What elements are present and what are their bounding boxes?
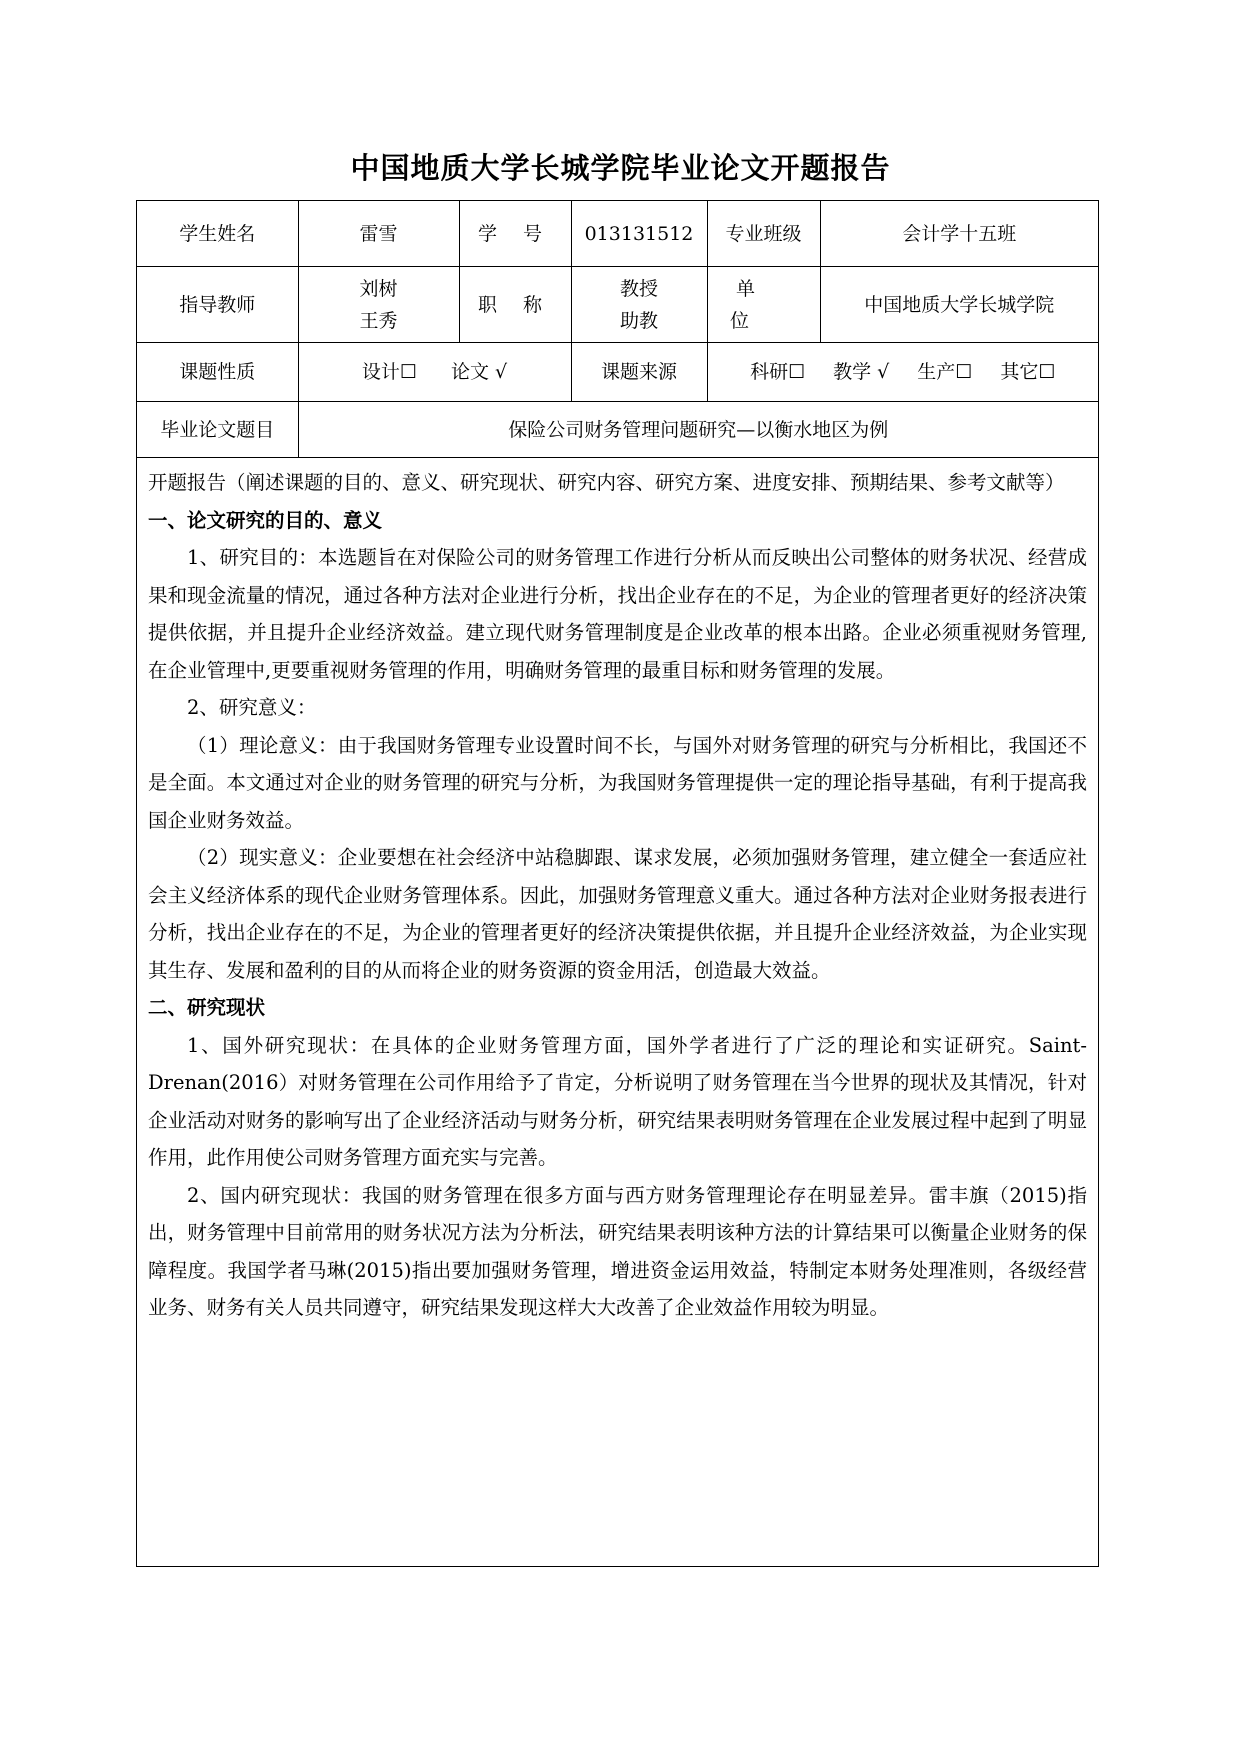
- topic-label: 毕业论文题目: [137, 402, 298, 458]
- paragraph: 2、研究意义：: [187, 696, 317, 719]
- source-research-checkbox[interactable]: 科研☐: [750, 361, 806, 383]
- student-id-value: 013131512: [571, 201, 707, 267]
- report-body: [137, 458, 1098, 1327]
- paragraph: （2）现实意义：企业要想在社会经济中站稳脚跟、谋求发展，必须加强财务管理，建立健全一套适应社会主义经济体系的现代企业财务管理体系。因此，加强财务管理意义重大。通过各种方法对企业财务报表进行分析，找出企业存在的不足，为企业的管理者更好的经济决策提供依据，并且提升企业经济效益，为企业实现其生存、发展和盈利的目的从而将企业的财务资源的资金用活，创造最大效益。: [148, 846, 1087, 982]
- source-production-checkbox[interactable]: 生产☐: [917, 361, 973, 383]
- section-heading-1: 一、论文研究的目的、意义: [148, 508, 383, 532]
- nature-thesis-checkbox[interactable]: 论文 √: [450, 361, 508, 383]
- rank-2: 助教: [619, 309, 658, 332]
- advisor-label: 指导教师: [137, 267, 298, 343]
- rank-label: 职 称: [459, 267, 571, 343]
- section-heading-2: 二、研究现状: [148, 996, 266, 1019]
- paragraph: 1、国外研究现状：在具体的企业财务管理方面，国外学者进行了广泛的理论和实证研究。Saint-Drenan(2016）对财务管理在公司作用给予了肯定，分析说明了财务管理在当今世界的现状及其情况，针对企业活动对财务的影响写出了企业经济活动与财务分析，研究结果表明财务管理在企业发展过程中起到了明显作用，此作用使公司财务管理方面充实与完善。: [148, 1033, 1087, 1169]
- unit-value: 中国地质大学长城学院: [820, 267, 1098, 343]
- rank-1: 教授: [619, 277, 658, 300]
- info-table: [137, 201, 1098, 458]
- source-options: [707, 343, 1098, 402]
- proposal-form: [136, 200, 1099, 1567]
- table-row: [137, 267, 1098, 343]
- student-name-value: 雷雪: [298, 201, 459, 267]
- paragraph: 2、国内研究现状：我国的财务管理在很多方面与西方财务管理理论存在明显差异。雷丰旗（2015)指出，财务管理中目前常用的财务状况方法为分析法，研究结果表明该种方法的计算结果可以衡量企业财务的保障程度。我国学者马琳(2015)指出要加强财务管理，增进资金运用效益，特制定本财务处理准则，各级经营业务、财务有关人员共同遵守，研究结果发现这样大大改善了企业效益作用较为明显。: [148, 1183, 1087, 1319]
- student-id-label: 学 号: [459, 201, 571, 267]
- report-intro: 开题报告（阐述课题的目的、意义、研究现状、研究内容、研究方案、进度安排、预期结果、参考文献等）: [148, 471, 1065, 494]
- page-title: 中国地质大学长城学院毕业论文开题报告: [350, 151, 891, 185]
- table-row: [137, 343, 1098, 402]
- topic-value: 保险公司财务管理问题研究—以衡水地区为例: [298, 402, 1098, 458]
- class-label: 专业班级: [707, 201, 820, 267]
- student-name-label: 学生姓名: [137, 201, 298, 267]
- nature-label: 课题性质: [137, 343, 298, 402]
- table-row: [137, 402, 1098, 458]
- table-row: [137, 201, 1098, 267]
- source-teaching-checkbox[interactable]: 教学 √: [833, 361, 890, 383]
- advisor-value: [298, 267, 459, 343]
- advisor-name-1: 刘树: [359, 277, 398, 300]
- rank-value: [571, 267, 707, 343]
- class-value: 会计学十五班: [820, 201, 1098, 267]
- nature-design-checkbox[interactable]: 设计☐: [361, 361, 417, 383]
- source-other-checkbox[interactable]: 其它☐: [1000, 361, 1056, 383]
- unit-label: 单 位: [707, 267, 820, 343]
- paragraph: 1、研究目的：本选题旨在对保险公司的财务管理工作进行分析从而反映出公司整体的财务状况、经营成果和现金流量的情况，通过各种方法对企业进行分析，找出企业存在的不足，为企业的管理者更好的经济决策提供依据，并且提升企业经济效益。建立现代财务管理制度是企业改革的根本出路。企业必须重视财务管理,在企业管理中,更要重视财务管理的作用，明确财务管理的最重目标和财务管理的发展。: [148, 546, 1087, 682]
- paragraph: （1）理论意义：由于我国财务管理专业设置时间不长，与国外对财务管理的研究与分析相比，我国还不是全面。本文通过对企业的财务管理的研究与分析，为我国财务管理提供一定的理论指导基础，有利于提高我国企业财务效益。: [148, 733, 1087, 832]
- advisor-name-2: 王秀: [359, 309, 398, 332]
- nature-options: [298, 343, 571, 402]
- source-label: 课题来源: [571, 343, 707, 402]
